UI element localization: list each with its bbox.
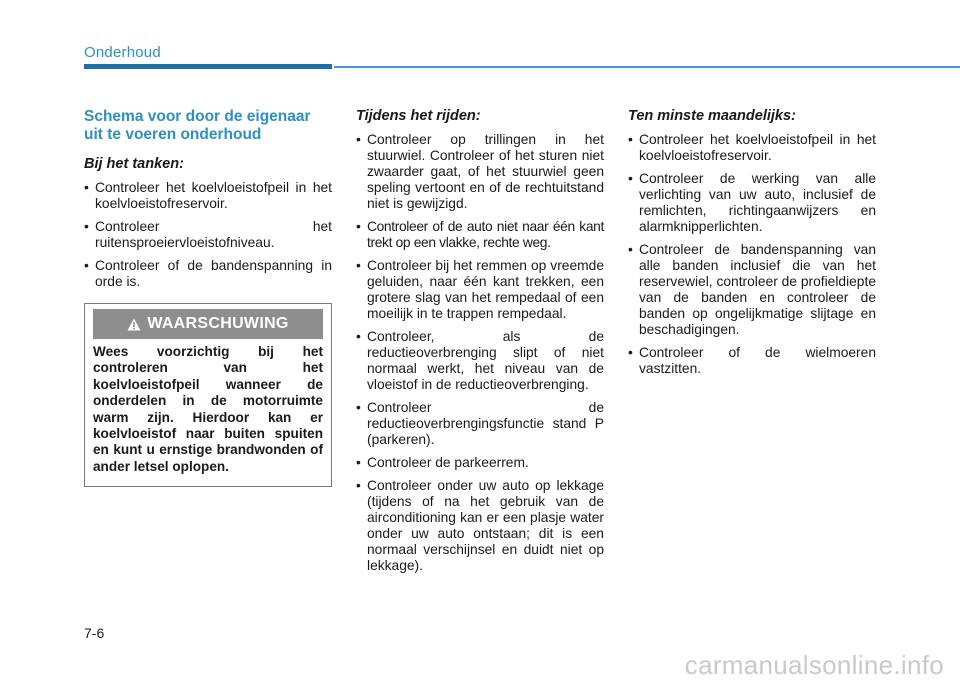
warning-box — [84, 303, 332, 487]
subtitle-monthly: Ten minste maandelijks: — [628, 108, 796, 124]
list-item: • Controleer het ruitensproeiervloeistofniveau. — [84, 219, 332, 251]
section-header: Onderhoud — [84, 44, 161, 61]
list-item: • Controleer de parkeerrem. — [356, 455, 604, 471]
refueling-checklist — [84, 180, 332, 290]
right-column — [628, 108, 876, 384]
header-rule — [334, 66, 960, 68]
list-item: • Controleer het koelvloeistofpeil in het koelvloeistofreservoir. — [628, 132, 876, 164]
list-item: • Controleer de werking van alle verlichting van uw auto, inclusief de remlichten, richtingaanwijzers en alarmknipperlichten. — [628, 171, 876, 235]
list-item: • Controleer op trillingen in het stuurwiel. Controleer of het sturen niet zwaarder gaat, of het stuurwiel geen speling vertoont en of de rechtuitstand niet is gewijzigd. — [356, 132, 604, 212]
list-item: • Controleer onder uw auto op lekkage (tijdens of na het gebruik van de airconditioning kan er een plasje water onder uw auto ontstaan; dit is een normaal verschijnsel en duidt niet op lekkage). — [356, 478, 604, 574]
warning-header — [85, 304, 331, 344]
list-item: • Controleer de reductieoverbrengingsfunctie stand P (parkeren). — [356, 400, 604, 448]
section-title: Schema voor door de eigenaar uit te voeren onderhoud — [84, 108, 311, 143]
left-column — [84, 108, 332, 487]
header-rule-accent — [84, 64, 332, 69]
warning-banner — [93, 309, 323, 339]
warning-label: WAARSCHUWING — [147, 315, 289, 332]
list-item: • Controleer, als de reductieoverbrenging slipt of niet normaal werkt, het niveau van de vloeistof in de reductieoverbrenging. — [356, 329, 604, 393]
list-item: • Controleer of de wielmoeren vastzitten. — [628, 345, 876, 377]
driving-checklist — [356, 132, 604, 574]
middle-column — [356, 108, 604, 581]
monthly-checklist — [628, 132, 876, 377]
watermark: carmanualsonline.info — [684, 650, 944, 680]
subtitle-driving: Tijdens het rijden: — [356, 108, 481, 124]
list-item: • Controleer het koelvloeistofpeil in het koelvloeistofreservoir. — [84, 180, 332, 212]
warning-text: Wees voorzichtig bij het controleren van het koelvloeistofpeil wanneer de onderdelen in de motorruimte warm zijn. Hierdoor kan er koelvloeistof naar buiten spuiten en kunt u ernstige brandwonden of ander letsel oplopen. — [93, 344, 323, 474]
list-item: • Controleer bij het remmen op vreemde geluiden, naar één kant trekken, een grotere slag van het rempedaal of een moeilijk in te trappen rempedaal. — [356, 258, 604, 322]
list-item: • Controleer of de bandenspanning in orde is. — [84, 258, 332, 290]
list-item: • Controleer de bandenspanning van alle banden inclusief die van het reservewiel, controleer de profieldiepte van de banden en controleer de banden op ongelijkmatige slijtage en beschadigingen. — [628, 242, 876, 338]
subtitle-refueling: Bij het tanken: — [84, 156, 184, 172]
warning-triangle-icon — [127, 318, 141, 331]
list-item: • Controleer of de auto niet naar één kant trekt op een vlakke, rechte weg. — [356, 219, 604, 251]
page-number: 7-6 — [84, 625, 105, 641]
